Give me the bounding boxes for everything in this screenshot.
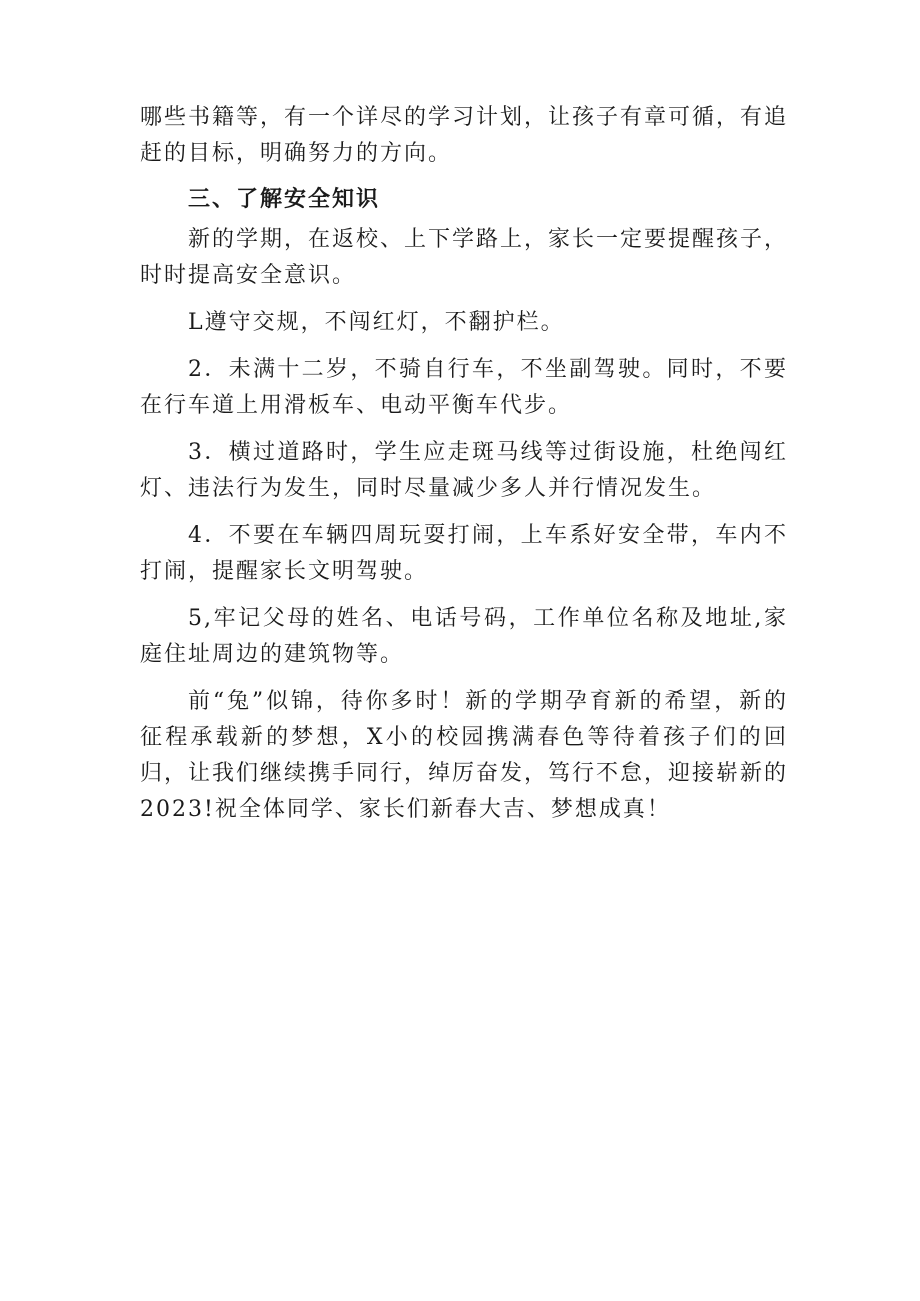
section-heading: 三、了解安全知识	[188, 187, 381, 212]
safety-item-5: 5,牢记父母的姓名、电话号码，工作单位名称及地址,家庭住址周边的建筑物等。	[140, 606, 788, 667]
safety-item-4: 4．不要在车辆四周玩耍打闹，上车系好安全带，车内不打闹，提醒家长文明驾驶。	[140, 523, 788, 584]
safety-item-1: L遵守交规，不闯红灯，不翻护栏。	[188, 310, 565, 335]
safety-item-3: 3．横过道路时，学生应走斑马线等过街设施，杜绝闯红灯、违法行为发生，同时尽量减少多人并行情况发生。	[140, 440, 788, 501]
closing-paragraph: 前“兔”似锦，待你多时！新的学期孕育新的希望，新的征程承载新的梦想，X小的校园携满春色等待着孩子们的回归，让我们继续携手同行，绰厉奋发，笃行不怠，迎接崭新的2023!祝全体同学、家长们新春大吉、梦想成真！	[140, 689, 789, 822]
safety-intro-paragraph: 新的学期，在返校、上下学路上，家长一定要提醒孩子，时时提高安全意识。	[140, 227, 789, 288]
safety-item-2: 2．未满十二岁，不骑自行车，不坐副驾驶。同时，不要在行车道上用滑板车、电动平衡车代步。	[140, 357, 788, 418]
intro-continuation-paragraph: 哪些书籍等，有一个详尽的学习计划，让孩子有章可循，有追赶的目标，明确努力的方向。	[140, 105, 789, 166]
document-body	[140, 100, 788, 828]
